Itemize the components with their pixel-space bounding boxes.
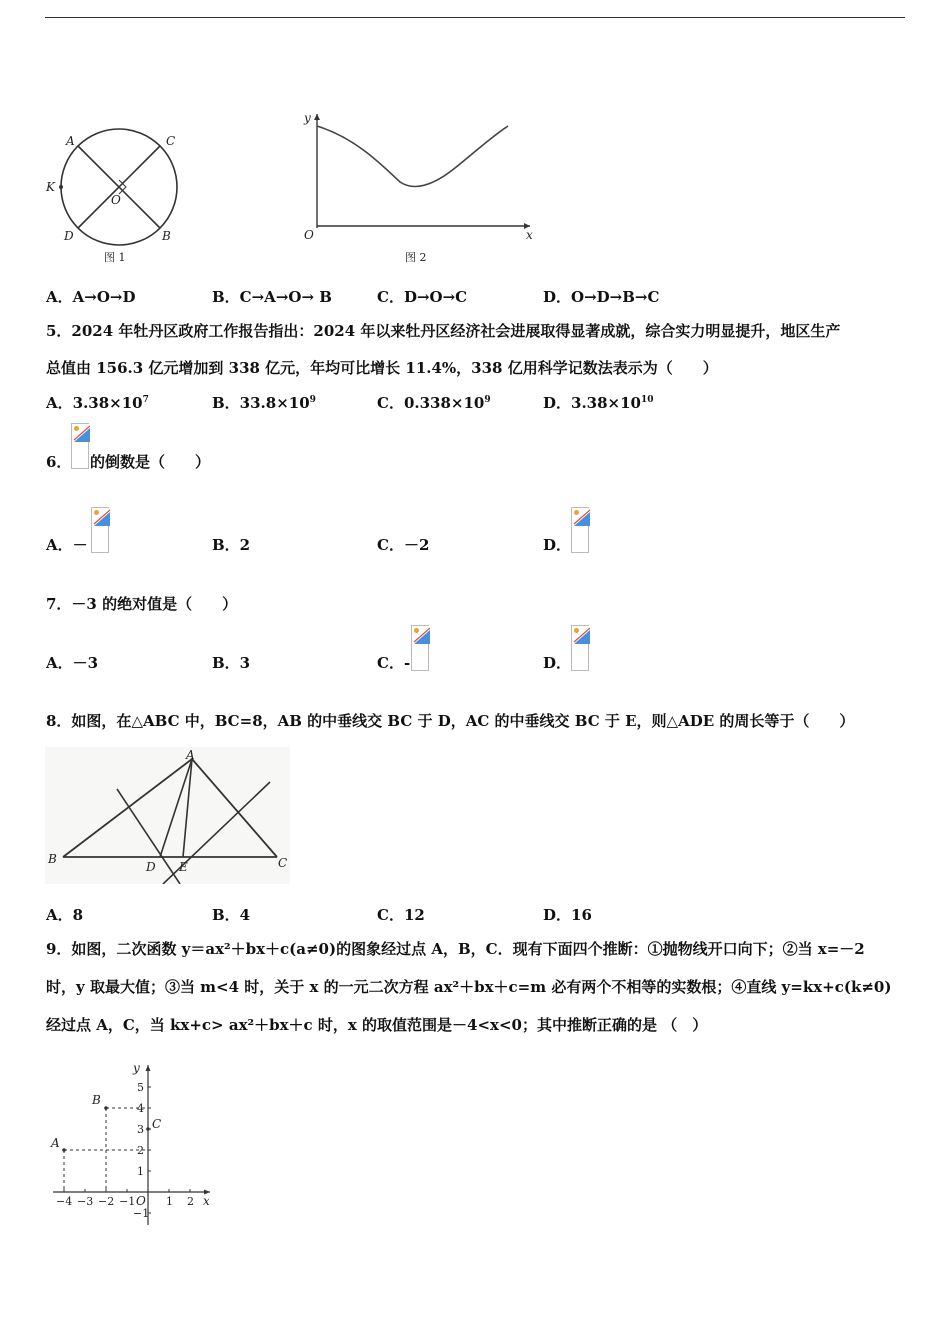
fig2-caption: 图 2 — [405, 251, 427, 264]
q4-option-c: C．D→O→C — [377, 288, 468, 306]
label-axis-x: x — [203, 1194, 210, 1208]
q6-option-d: D． — [543, 536, 572, 554]
q8-triangle-figure — [45, 747, 290, 884]
label-b: B — [48, 852, 57, 866]
q7-option-b: B．3 — [212, 654, 251, 672]
x-tick-label: 1 — [166, 1195, 173, 1208]
figure-1-circle — [40, 125, 190, 270]
label-a: A — [66, 134, 75, 148]
q6-option-c: C．－2 — [377, 536, 430, 554]
broken-image-icon — [572, 508, 590, 526]
point-a — [62, 1148, 66, 1152]
label-axis-y: y — [133, 1061, 140, 1075]
y-tick-label: 2 — [137, 1144, 144, 1157]
q6-option-b: B．2 — [212, 536, 251, 554]
label-point-b: B — [92, 1093, 101, 1107]
q9-coordinate-graph — [45, 1055, 220, 1230]
q5-option-b: B．$33.8\times 10^9$ — [212, 394, 316, 412]
label-k: K — [46, 180, 55, 194]
q7-option-d: D． — [543, 654, 572, 672]
label-e: E — [179, 860, 188, 874]
q5-line-1: 5．2024 年牡丹区政府工作报告指出：2024 年以来牡丹区经济社会进展取得显著成就，综合实力明显提升，地区生产 — [46, 322, 841, 340]
label-x: x — [526, 228, 533, 242]
q6-stem-text: 的倒数是（ ） — [90, 453, 211, 471]
figure-2-graph — [295, 108, 545, 268]
q7-option-a: A．－3 — [46, 654, 99, 672]
fig1-caption: 图 1 — [104, 251, 126, 264]
q8-option-b: B．4 — [212, 906, 251, 924]
q4-option-a: A．A→O→D — [46, 288, 136, 306]
q5-option-d: D．$3.38\times 10^{10}$ — [543, 394, 654, 412]
label-y: y — [304, 111, 311, 125]
broken-image-icon — [92, 508, 110, 526]
y-tick-label: 5 — [137, 1081, 144, 1094]
label-point-a: A — [51, 1136, 60, 1150]
label-c: C — [278, 856, 288, 870]
point-b — [104, 1106, 108, 1110]
y-tick-label: 1 — [137, 1165, 144, 1178]
label-point-c: C — [152, 1117, 162, 1131]
image-placeholder-q7-c — [411, 625, 429, 671]
label-origin: O — [136, 1194, 146, 1208]
q8-option-a: A．8 — [46, 906, 84, 924]
x-tick-label: −2 — [98, 1195, 115, 1208]
broken-image-icon — [572, 626, 590, 644]
image-placeholder-q6-a — [91, 507, 109, 553]
q4-option-b: B．C→A→O→ B — [212, 288, 332, 306]
q8-option-c: C．12 — [377, 906, 425, 924]
q5-option-c: C．$0.338\times 10^9$ — [377, 394, 491, 412]
q5-line-2: 总值由 156.3 亿元增加到 338 亿元，年均可比增长 11.4%，338 亿用科学记数法表示为（ ） — [46, 359, 718, 377]
label-o: O — [111, 193, 121, 207]
q8-option-d: D．16 — [543, 906, 592, 924]
y-tick-label: 4 — [137, 1102, 144, 1115]
label-c: C — [166, 134, 176, 148]
q9-line-2: 时，y 取最大值；③当 m<4 时，关于 x 的一元二次方程 ax²＋bx＋c=m 必有两个不相等的实数根；④直线 y=kx+c(k≠0) — [46, 978, 892, 996]
label-o: O — [304, 228, 314, 242]
y-tick-label: 3 — [137, 1123, 144, 1136]
label-a: A — [186, 748, 195, 762]
label-d: D — [146, 860, 156, 874]
header-rule — [45, 17, 905, 18]
curve — [317, 126, 508, 186]
point-k — [59, 185, 63, 189]
x-tick-label: −1 — [119, 1195, 136, 1208]
side-ac — [192, 759, 277, 857]
label-b: B — [162, 229, 171, 243]
label-d: D — [64, 229, 74, 243]
q9-line-1: 9．如图，二次函数 y＝ax²＋bx＋c(a≠0)的图象经过点 A，B，C．现有下面四个推断：①抛物线开口向下；②当 x=－2 — [46, 940, 865, 958]
x-tick-label: −3 — [77, 1195, 94, 1208]
y-arrow-icon — [314, 114, 320, 120]
q7-stem: 7．－3 的绝对值是（ ） — [46, 595, 238, 613]
broken-image-icon — [72, 424, 90, 442]
q6-option-a: A．－ — [46, 536, 88, 554]
x-tick-label: −4 — [56, 1195, 73, 1208]
image-placeholder-q7-d — [571, 625, 589, 671]
image-placeholder-q6-stem — [71, 423, 89, 469]
y-tick-label: −1 — [133, 1207, 150, 1220]
y-arrow-icon — [146, 1065, 151, 1071]
q9-line-3: 经过点 A，C，当 kx+c> ax²＋bx＋c 时，x 的取值范围是－4<x<0；其中推断正确的是 （ ） — [46, 1016, 708, 1034]
q7-option-c: C．- — [377, 654, 411, 672]
q6-number: 6． — [46, 453, 72, 471]
side-ab — [63, 759, 192, 857]
image-placeholder-q6-d — [571, 507, 589, 553]
q8-stem: 8．如图，在△ABC 中，BC=8，AB 的中垂线交 BC 于 D，AC 的中垂线交 BC 于 E，则△ADE 的周长等于（ ） — [46, 712, 855, 730]
q4-option-d: D．O→D→B→C — [543, 288, 660, 306]
broken-image-icon — [412, 626, 430, 644]
x-tick-label: 2 — [187, 1195, 194, 1208]
q5-option-a: A．$3.38\times 10^7$ — [46, 394, 149, 412]
